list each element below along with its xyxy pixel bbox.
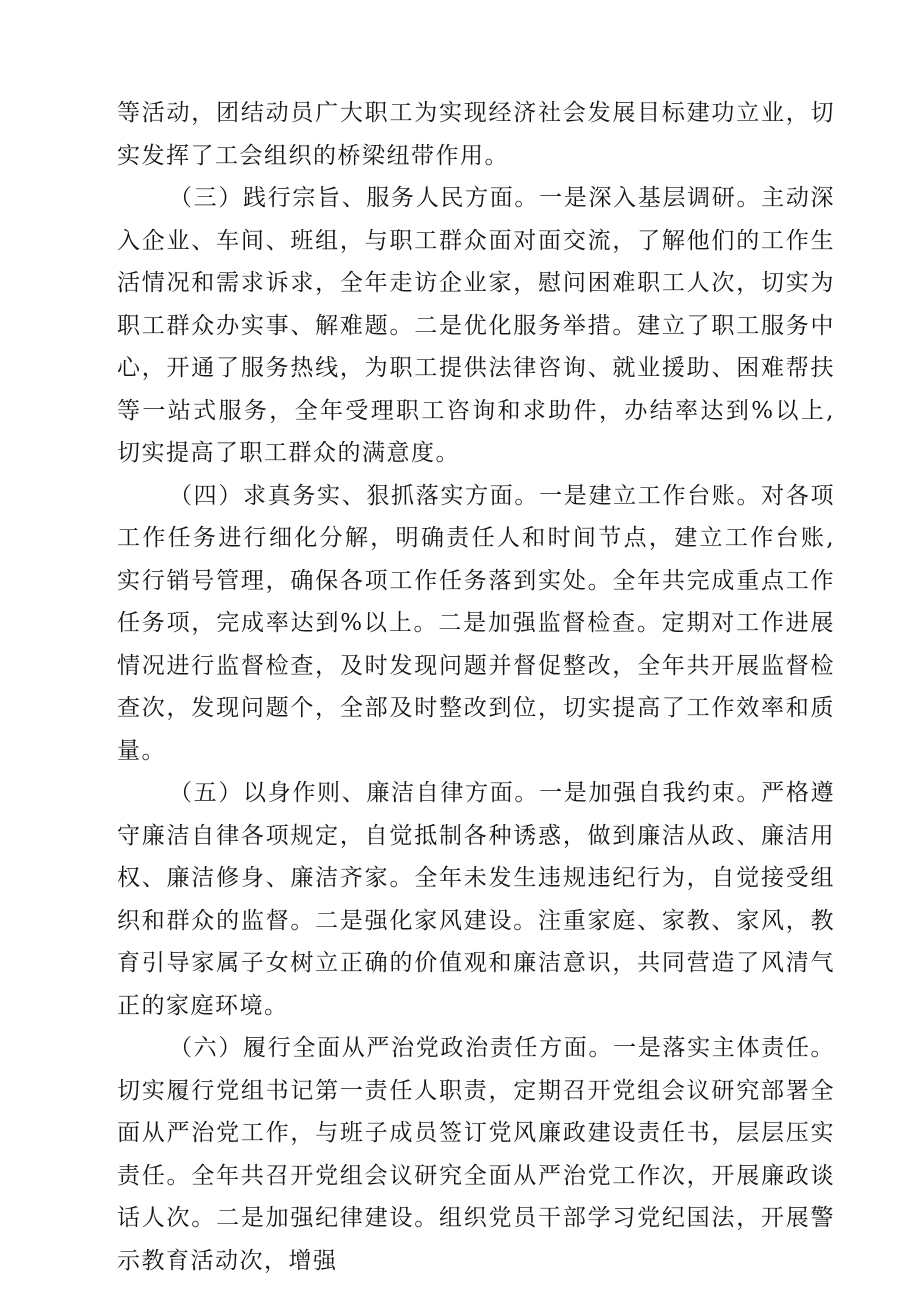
paragraph-continuation: 等活动，团结动员广大职工为实现经济社会发展目标建功立业，切实发挥了工会组织的桥梁纽带作用。 xyxy=(117,100,835,169)
paragraph-section-5: （五）以身作则、廉洁自律方面。一是加强自我约束。严格遵守廉洁自律各项规定，自觉抵制各种诱惑，做到廉洁从政、廉洁用权、廉洁修身、廉洁齐家。全年未发生违规违纪行为，自觉接受组织和群众的监督。二是强化家风建设。注重家庭、家教、家风，教育引导家属子女树立正确的价值观和廉洁意识，共同营造了风清气正的家庭环境。 xyxy=(117,780,835,1019)
paragraph-section-3: （三）践行宗旨、服务人民方面。一是深入基层调研。主动深入企业、车间、班组，与职工群众面对面交流，了解他们的工作生活情况和需求诉求，全年走访企业家，慰问困难职工人次，切实为职工群众办实事、解难题。二是优化服务举措。建立了职工服务中心，开通了服务热线，为职工提供法律咨询、就业援助、困难帮扶等一站式服务，全年受理职工咨询和求助件，办结率达到%以上,切实提高了职工群众的满意度。 xyxy=(117,185,835,466)
paragraph-section-4: （四）求真务实、狠抓落实方面。一是建立工作台账。对各项工作任务进行细化分解，明确责任人和时间节点，建立工作台账,实行销号管理，确保各项工作任务落到实处。全年共完成重点工作任务项，完成率达到%以上。二是加强监督检查。定期对工作进展情况进行监督检查，及时发现问题并督促整改，全年共开展监督检查次，发现问题个，全部及时整改到位，切实提高了工作效率和质量。 xyxy=(117,482,835,764)
document-page xyxy=(117,92,835,1282)
paragraph-section-6: （六）履行全面从严治党政治责任方面。一是落实主体责任。切实履行党组书记第一责任人职责，定期召开党组会议研究部署全面从严治党工作，与班子成员签订党风廉政建设责任书，层层压实责任。全年共召开党组会议研究全面从严治党工作次，开展廉政谈话人次。二是加强纪律建设。组织党员干部学习党纪国法，开展警示教育活动次，增强 xyxy=(117,1035,835,1274)
